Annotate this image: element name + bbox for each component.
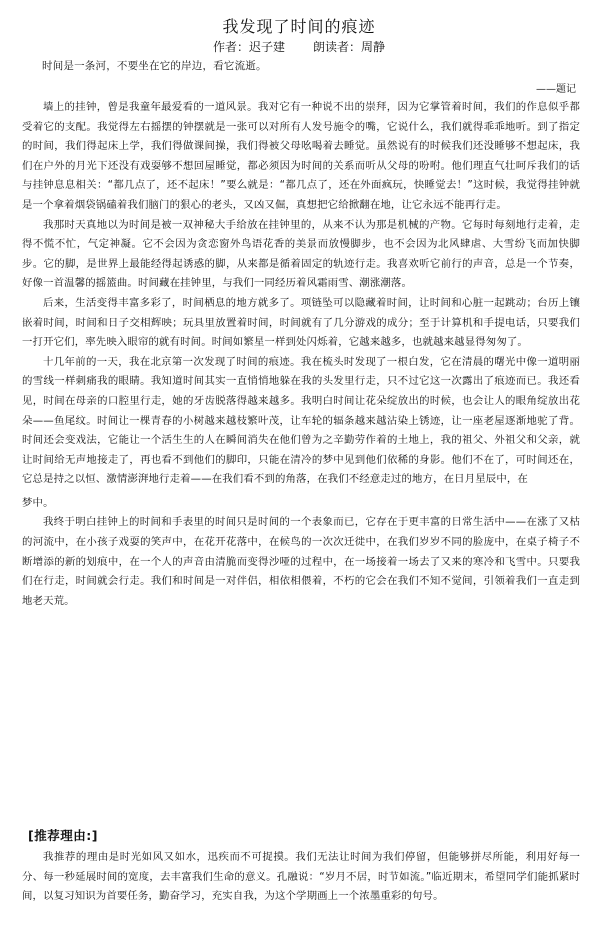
paragraph-continuation: 梦中。 (22, 496, 54, 509)
paragraph: 我推荐的理由是时光如风又如水，迅疾而不可捉摸。我们无法让时间为我们停留，但能够拼尽所能，利用好每一分、每一秒延展时间的宽度，去丰富我们生命的意义。孔融说：“岁月不居，时节如流。”临近期末，希望同学们能抓紧时间，以复习知识为首要任务，勤奋学习，充实自我，为这个学期画上一个浓墨重彩的句号。 (22, 851, 580, 903)
byline (0, 38, 598, 55)
author-label: 作者： (212, 40, 249, 54)
reader-name: 周静 (361, 40, 386, 54)
document-title: 我发现了时间的痕迹 (222, 17, 376, 36)
paragraph: 十几年前的一天，我在北京第一次发现了时间的痕迹。我在梳头时发现了一根白发，它在清晨的曙光中像一道明丽的雪线一样刺痛我的眼睛。我知道时间其实一直悄悄地躲在我的头发里行走，只不过它这一次露出了痕迹而已。我还看见，时间在母亲的口腔里行走，她的牙齿脱落得越来越多。我明白时间让花朵绽放出的时候，也会让人的眼角绽放出花朵——鱼尾纹。时间让一棵青春的小树越来越枝繁叶茂，让车轮的辐条越来越沾染上锈迹，让一座老屋逐渐地驼了背。时间还会变戏法，它能让一个活生生的人在瞬间消失在他们曾为之辛勤劳作着的土地上，我的祖父、外祖父和父亲，就让时间给无声地接走了，再也看不到他们的脚印，只能在清冷的梦中见到他们依稀的身影。他们不在了，可时间还在，它总是持之以恒、激情澎湃地行走着——在我们看不到的角落，在我们不经意走过的地方，在日月星辰中，在 (22, 355, 580, 486)
essay-body (22, 98, 580, 611)
reader-label: 朗读者： (313, 40, 362, 54)
paragraph: 我终于明白挂钟上的时间和手表里的时间只是时间的一个表象而已，它存在于更丰富的日常生活中——在涨了又枯的河流中，在小孩子戏耍的笑声中，在花开花落中，在候鸟的一次次迁徙中，在我们岁岁不同的脸庞中，在桌子椅子不断增添的新的划痕中，在一个人的声音由清脆而变得沙哑的过程中，在一场接着一场去了又来的寒冷和飞雪中。只要我们在行走，时间就会行走。我们和时间是一对伴侣，相依相偎着，不朽的它会在我们不知不觉间，引领着我们一直走到地老天荒。 (22, 516, 580, 607)
section-heading: [推荐理由:] (28, 828, 98, 843)
paragraph: 墙上的挂钟，曾是我童年最爱看的一道风景。我对它有一种说不出的崇拜，因为它掌管着时间，我们的作息似乎都受着它的支配。我觉得左右摇摆的钟摆就是一张可以对所有人发号施令的嘴，它说什么，我们就得乖乖地听。到了指定的时间，我们得起床上学，我们得做课间操，我们得被父母吆喝着去睡觉。虽然说有的时候我们还没睡够不想起床，我们在户外的月光下还没有戏耍够不想回屋睡觉，都必须因为时间的关系而听从父母的吩咐。他们理直气壮呵斥我们的话与挂钟息息相关：“都几点了，还不起床！”要么就是：“都几点了，还在外面疯玩，快睡觉去！”这时候，我觉得挂钟就是一个拿着烟袋锅磕着我们脑门的狠心的老头，又凶又倔，真想把它给掀翻在地，让它永远不能再行走。 (22, 101, 580, 211)
epigraph-source: ——题记 (536, 84, 576, 95)
paragraph: 后来，生活变得丰富多彩了，时间栖息的地方就多了。项链坠可以隐藏着时间，让时间和心脏一起跳动；台历上镶嵌着时间，时间和日子交相辉映；玩具里放置着时间，时间就有了几分游戏的成分；至于计算机和手提电话，只要我们一打开它们，率先映入眼帘的就有时间。时间如繁星一样到处闪烁着，它越来越多，也就越来越显得匆匆了。 (22, 296, 580, 349)
recommendation-text (22, 848, 580, 907)
author-name: 迟子建 (248, 40, 285, 54)
epigraph: 时间是一条河，不要坐在它的岸边，看它流逝。 (42, 60, 267, 72)
paragraph: 我那时天真地以为时间是被一双神秘大手给放在挂钟里的，从来不认为那是机械的产物。它每时每刻地行走着，走得不慌不忙，气定神凝。它不会因为贪恋窗外鸟语花香的美景而放慢脚步，也不会因为北风肆虐、大雪纷飞而加快脚步。它的脚，是世界上最能经得起诱惑的脚，从来都是循着固定的轨迹行走。我喜欢听它前行的声音，总是一个节奏，好像一首温馨的摇篮曲。时间藏在挂钟里，与我们一同经历着风霜雨雪、潮涨潮落。 (22, 218, 580, 290)
